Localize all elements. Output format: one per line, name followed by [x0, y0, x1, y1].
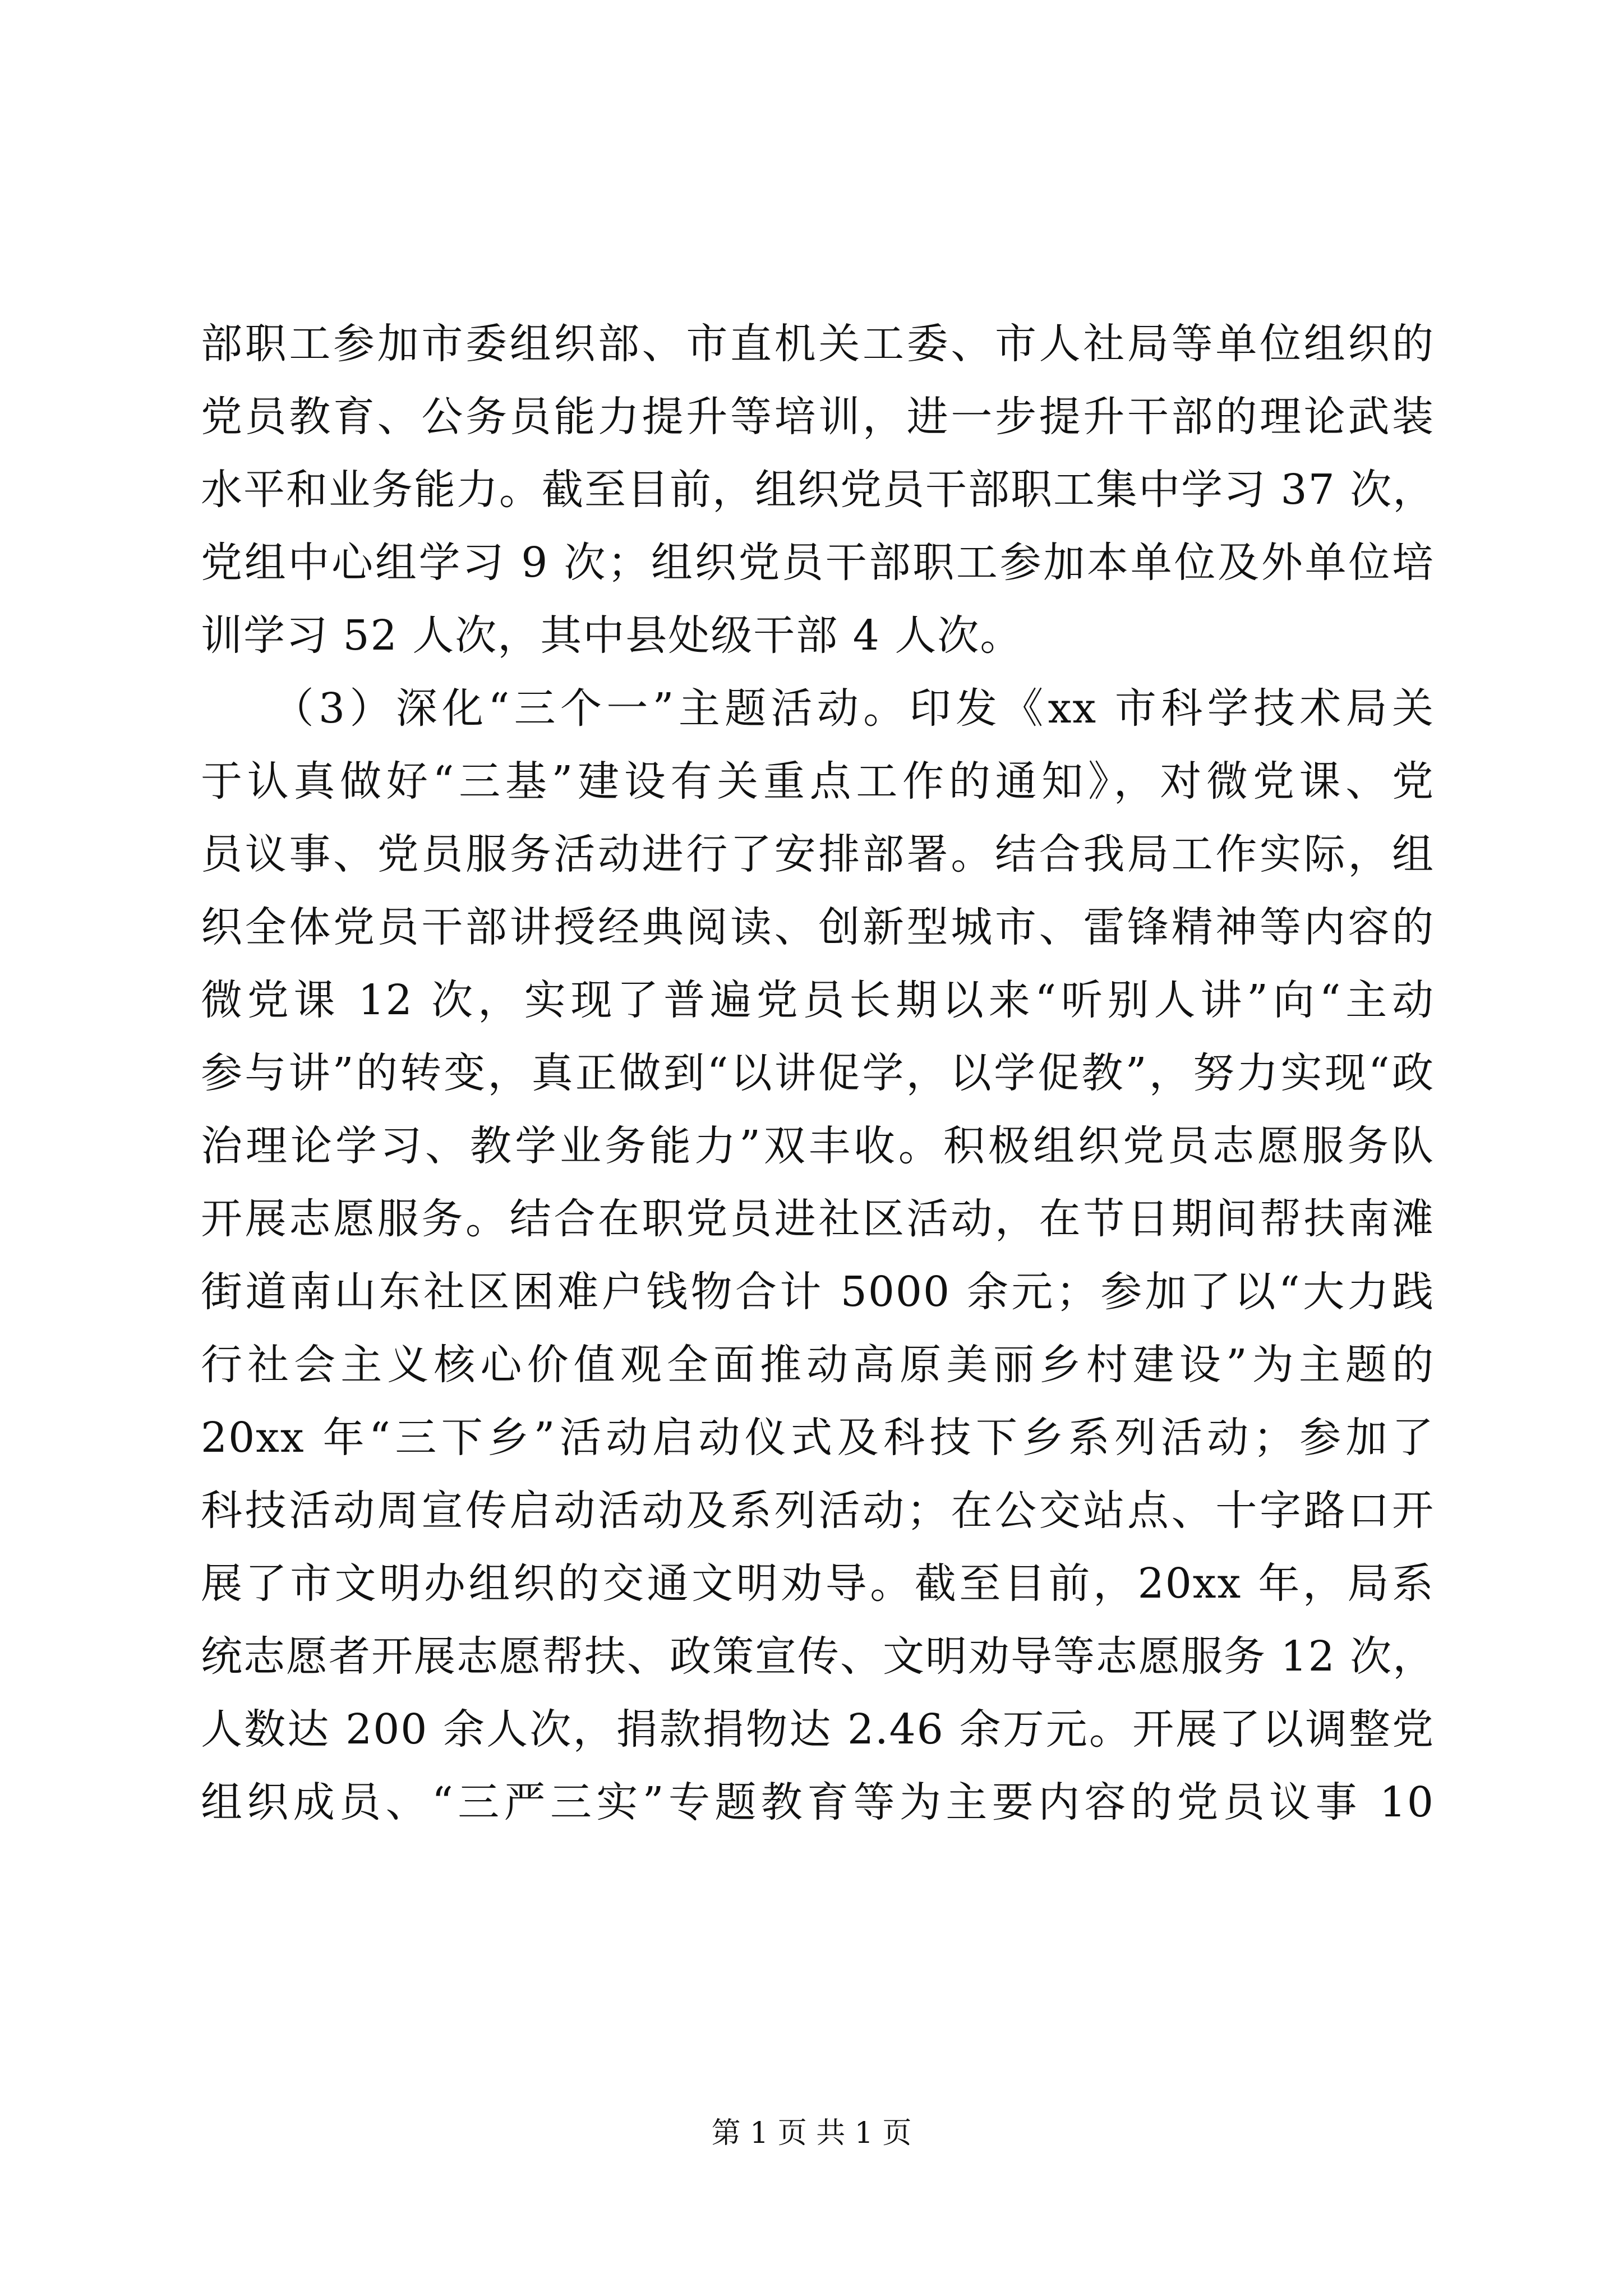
text-line: 于认真做好“三基”建设有关重点工作的通知》，对微党课、党 — [201, 757, 1435, 806]
text-line: 治理论学习、教学业务能力”双丰收。积极组织党员志愿服务队 — [201, 1122, 1435, 1170]
text-line: 人数达 200 余人次，捐款捐物达 2.46 余万元。开展了以调整党 — [201, 1705, 1435, 1754]
text-line: 员议事、党员服务活动进行了安排部署。结合我局工作实际，组 — [201, 830, 1435, 878]
body-text — [201, 307, 1435, 1839]
text-line: （3）深化“三个一”主题活动。印发《xx 市科学技术局关 — [201, 684, 1435, 733]
text-line: 水平和业务能力。截至目前，组织党员干部职工集中学习 37 次， — [201, 466, 1436, 514]
text-line: 训学习 52 人次，其中县处级干部 4 人次。 — [201, 611, 1023, 660]
text-line: 20xx 年“三下乡”活动启动仪式及科技下乡系列活动；参加了 — [201, 1414, 1435, 1462]
text-line: 组织成员、“三严三实”专题教育等为主要内容的党员议事 10 — [201, 1778, 1435, 1826]
text-line: 党员教育、公务员能力提升等培训，进一步提升干部的理论武装 — [201, 393, 1435, 441]
text-line: 行社会主义核心价值观全面推动高原美丽乡村建设”为主题的 — [201, 1341, 1435, 1389]
text-line: 党组中心组学习 9 次；组织党员干部职工参加本单位及外单位培 — [201, 539, 1435, 587]
text-line: 织全体党员干部讲授经典阅读、创新型城市、雷锋精神等内容的 — [201, 903, 1435, 951]
text-line: 参与讲”的转变，真正做到“以讲促学，以学促教”，努力实现“政 — [201, 1049, 1435, 1097]
text-line: 街道南山东社区困难户钱物合计 5000 余元；参加了以“大力践 — [201, 1268, 1435, 1316]
text-line: 部职工参加市委组织部、市直机关工委、市人社局等单位组织的 — [201, 320, 1435, 368]
text-line: 开展志愿服务。结合在职党员进社区活动，在节日期间帮扶南滩 — [201, 1195, 1435, 1243]
text-line: 统志愿者开展志愿帮扶、政策宣传、文明劝导等志愿服务 12 次， — [201, 1632, 1436, 1681]
page-number-footer: 第 1 页 共 1 页 — [711, 2116, 912, 2150]
text-line: 微党课 12 次，实现了普遍党员长期以来“听别人讲”向“主动 — [201, 976, 1435, 1024]
text-line: 科技活动周宣传启动活动及系列活动；在公交站点、十字路口开 — [201, 1487, 1435, 1535]
text-line: 展了市文明办组织的交通文明劝导。截至目前，20xx 年，局系 — [201, 1559, 1435, 1608]
